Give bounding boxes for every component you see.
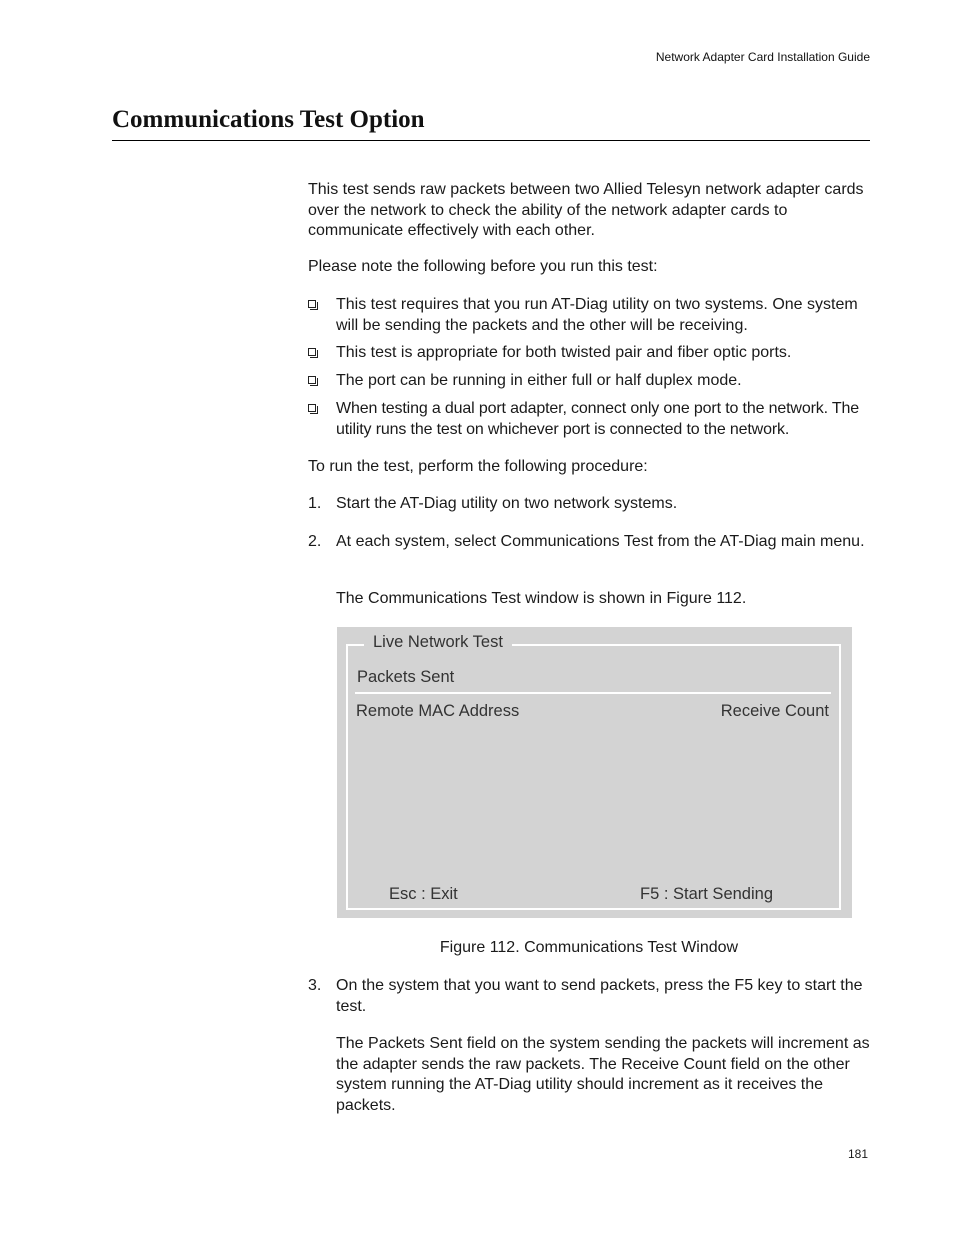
step-followup: The Communications Test window is shown in Figure 112. bbox=[336, 590, 747, 607]
title-rule bbox=[112, 140, 870, 141]
procedure-lead: To run the test, perform the following procedure: bbox=[308, 458, 648, 475]
remote-mac-label: Remote MAC Address bbox=[356, 702, 520, 720]
f5-start-sending-label: F5 : Start Sending bbox=[640, 885, 773, 903]
step-text: On the system that you want to send packets, press the F5 key to start the test. bbox=[336, 977, 863, 1015]
window-title: Live Network Test bbox=[364, 633, 512, 652]
receive-count-label: Receive Count bbox=[720, 702, 829, 720]
note-text: The port can be running in either full or half duplex mode. bbox=[336, 372, 742, 389]
step-number: 2. bbox=[308, 533, 322, 550]
figure-caption: Figure 112. Communications Test Window bbox=[439, 939, 739, 956]
checkbox-bullet-icon bbox=[308, 348, 316, 356]
window-divider bbox=[355, 692, 831, 694]
esc-exit-label: Esc : Exit bbox=[389, 885, 458, 903]
note-text: This test requires that you run AT-Diag utility on two systems. One system will be sending the packets and the other will be receiving. bbox=[336, 296, 858, 334]
checkbox-bullet-icon bbox=[308, 300, 316, 308]
running-header: Network Adapter Card Installation Guide bbox=[655, 50, 870, 64]
checkbox-bullet-icon bbox=[308, 376, 316, 384]
page-number: 181 bbox=[847, 1147, 868, 1161]
packets-sent-label: Packets Sent bbox=[357, 668, 455, 686]
intro-paragraph: This test sends raw packets between two Allied Telesyn network adapter cards over the network to check the ability of the network adapter cards to communicate effectively with each other. bbox=[308, 181, 864, 239]
note-text: When testing a dual port adapter, connect only one port to the network. The utility runs the test on whichever port is connected to the network. bbox=[336, 400, 860, 438]
step-followup: The Packets Sent field on the system sending the packets will increment as the adapter sends the raw packets. The Receive Count field on the other system running the AT-Diag utility should increment as it receives the packets. bbox=[336, 1035, 870, 1114]
section-title: Communications Test Option bbox=[112, 106, 425, 133]
note-lead: Please note the following before you run this test: bbox=[308, 258, 658, 275]
note-text: This test is appropriate for both twisted pair and fiber optic ports. bbox=[336, 344, 792, 361]
step-text: At each system, select Communications Test from the AT-Diag main menu. bbox=[336, 533, 865, 550]
communications-test-window bbox=[337, 627, 852, 918]
checkbox-bullet-icon bbox=[308, 404, 316, 412]
step-number: 1. bbox=[308, 495, 322, 512]
step-number: 3. bbox=[308, 977, 322, 994]
step-text: Start the AT-Diag utility on two network systems. bbox=[336, 495, 678, 512]
